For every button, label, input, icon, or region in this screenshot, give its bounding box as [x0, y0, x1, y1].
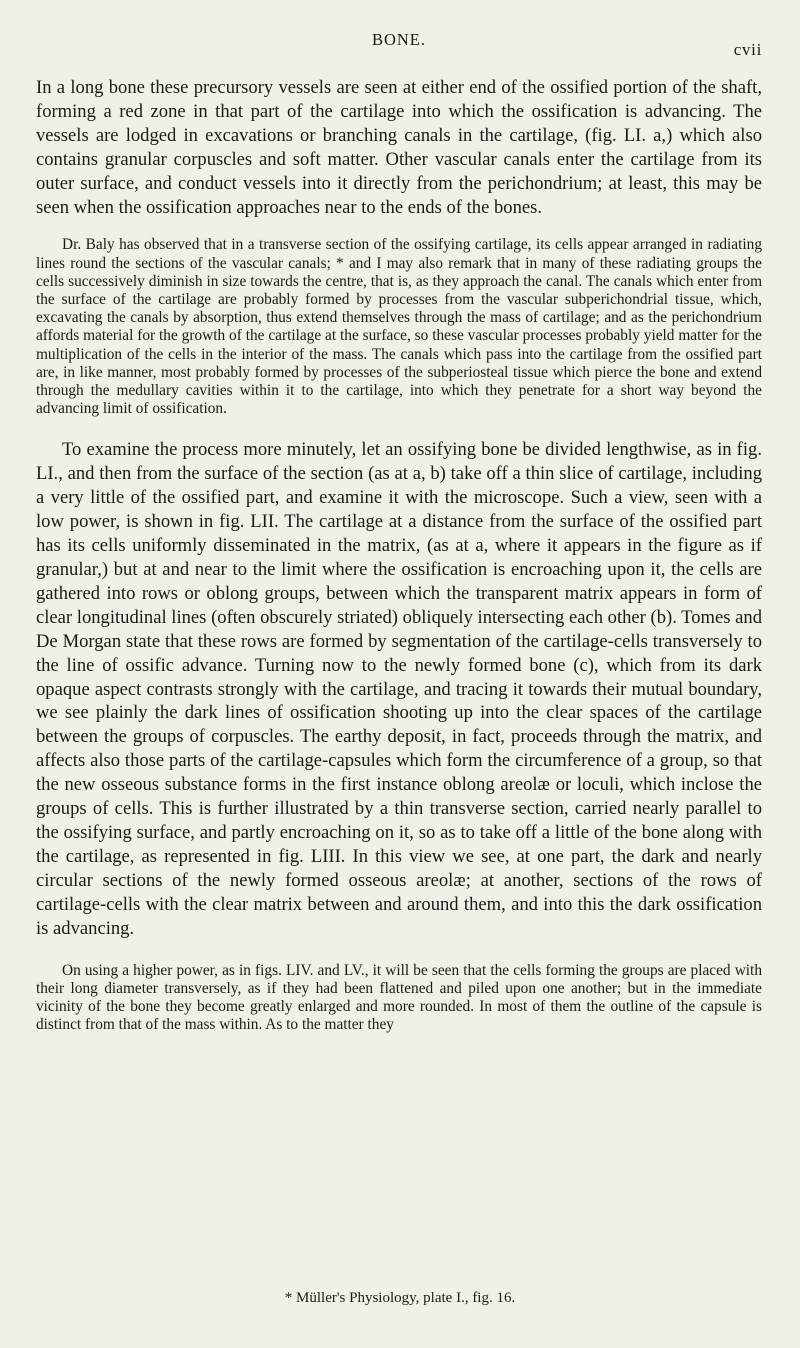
body-paragraph-2: To examine the process more minutely, let an ossifying bone be divided lengthwise, as in fig. LI., and then from the surface of the section (as at a, b) take off a thin slice of cartilage, including a very little of the ossified part, and examine it with the microscope. Such a view, seen with a low power, is shown in fig. LII. The cartilage at a distance from the surface of the ossified part has its cells uniformly disseminated in the matrix, (as at a, where it appears in the figure as if granular,) but at and near to the limit where the ossification is encroaching upon it, the cells are gathered into rows or oblong groups, between which the transparent matrix appears in form of clear longitudinal lines (often obscurely striated) obliquely intersecting each other (b). Tomes and De Morgan state that these rows are formed by segmentation of the cartilage-cells transversely to the line of ossific advance. Turning now to the newly formed bone (c), which from its dark opaque aspect contrasts strongly with the cartilage, and tracing it towards their mutual boundary, we see plainly the dark lines of ossification shooting up into the clear spaces of the cartilage between the groups of corpuscles. The earthy deposit, in fact, proceeds through the matrix, and affects also those parts of the cartilage-capsules which form the circumference of a group, so that the new osseous substance forms in the first instance oblong areolæ or loculi, which inclose the groups of cells. This is further illustrated by a thin transverse section, carried nearly parallel to the ossifying surface, and partly encroaching on it, so as to take off a little of the bone along with the cartilage, as represented in fig. LIII. In this view we see, at one part, the dark and nearly circular sections of the newly formed osseous areolæ; at another, sections of the rows of cartilage-cells with the clear matrix between and around them, and into this the dark ossification is advancing. [36, 439, 762, 939]
footnote: * Müller's Physiology, plate I., fig. 16. [284, 1290, 516, 1306]
running-head-title: BONE. [372, 30, 426, 49]
running-head [36, 0, 762, 70]
body-paragraph-1: In a long bone these precursory vessels are seen at either end of the ossified portion of the shaft, forming a red zone in that part of the cartilage into which the ossification is advancing. The vessels are lodged in excavations or branching canals in the cartilage, (fig. LI. a,) which also contains granular corpuscles and soft matter. Other vascular canals enter the cartilage from its outer surface, and conduct vessels into it directly from the perichondrium; at least, this may be seen when the ossification approaches near to the ends of the bones. [36, 77, 762, 218]
small-print-paragraph-1: Dr. Baly has observed that in a transverse section of the ossifying cartilage, its cells appear arranged in radiating lines round the sections of the vascular canals; * and I may also remark that in many of these radiating groups the cells successively diminish in size towards the centre, that is, as they approach the canal. The canals which enter from the surface of the cartilage are probably formed by processes from the vascular subperichondrial tissue, which, excavating the canals by absorption, thus extend themselves through the mass of cartilage; and as the perichondrium affords material for the growth of the cartilage at the surface, so these vascular processes probably yield matter for the multiplication of the cells in the interior of the mass. The canals which pass into the cartilage from the ossified part are, in like manner, most probably formed by processes of the subperiosteal tissue which pierce the bone and extend through the medullary cavities within it to the cartilage, into which they penetrate for a short way beyond the advancing limit of ossification. [36, 236, 762, 418]
page-number: cvii [733, 40, 762, 59]
small-print-paragraph-2: On using a higher power, as in figs. LIV. and LV., it will be seen that the cells forming the groups are placed with their long diameter transversely, as if they had been flattened and piled upon one another; but in the immediate vicinity of the bone they become greatly enlarged and more rounded. In most of them the outline of the capsule is distinct from that of the mass within. As to the matter they [36, 961, 762, 1034]
